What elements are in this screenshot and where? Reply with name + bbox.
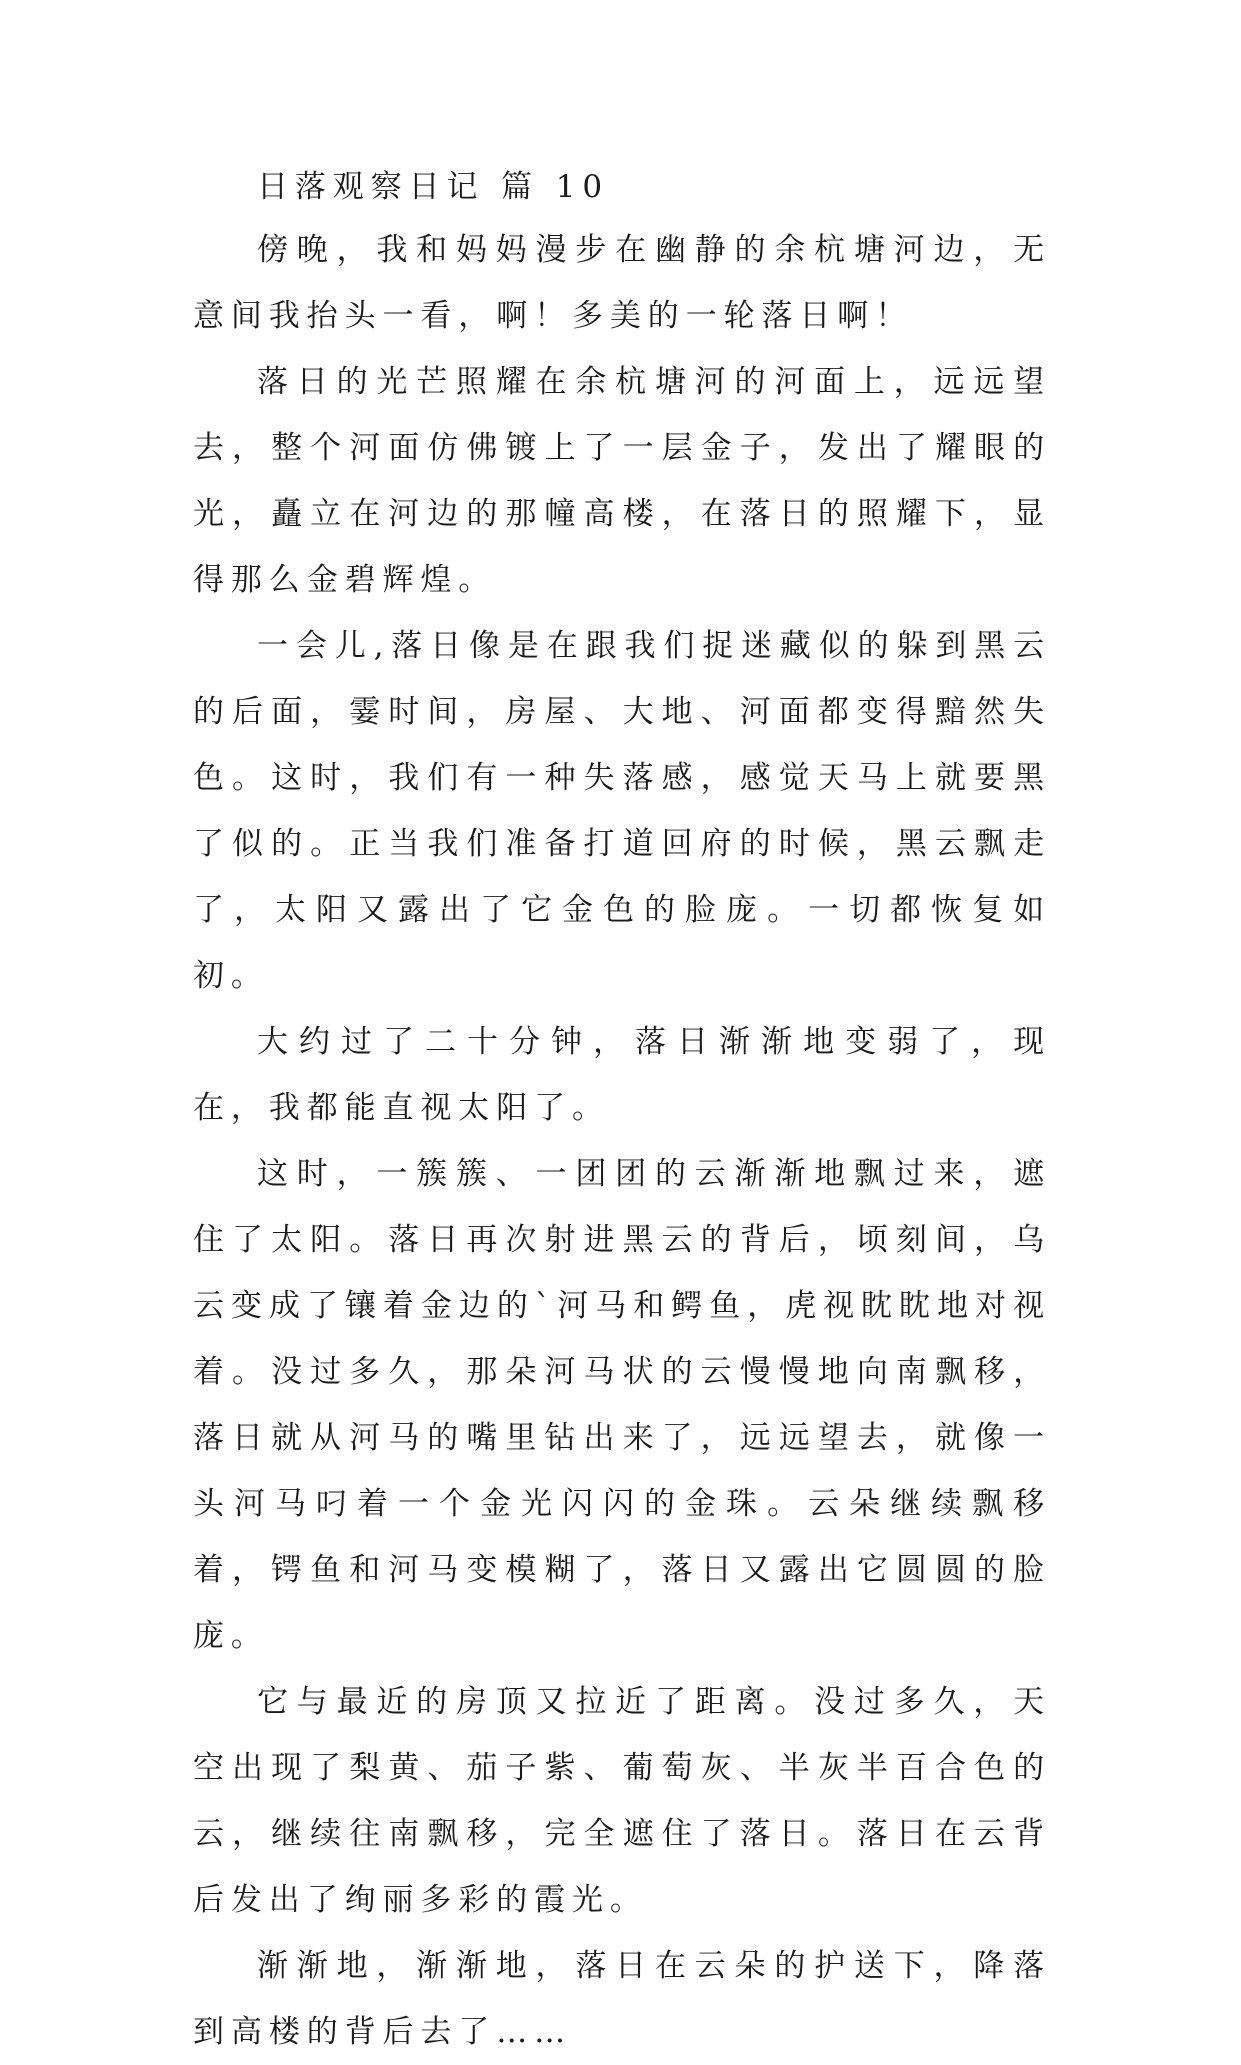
paragraph-7: 渐渐地，渐渐地，落日在云朵的护送下，降落到高楼的背后去了……: [193, 1948, 1051, 2050]
article-body: [193, 157, 1051, 2065]
paragraph-3: 一会儿,落日像是在跟我们捉迷藏似的躲到黑云的后面，霎时间，房屋、大地、河面都变得黯然失色。这时，我们有一种失落感，感觉天马上就要黑了似的。正当我们准备打道回府的时候，黑云飘走了，太阳又露出了它金色的脸庞。一切都恢复如初。: [193, 628, 1051, 994]
paragraph-6: 它与最近的房顶又拉近了距离。没过多久，天空出现了梨黄、茄子紫、葡萄灰、半灰半百合色的云，继续往南飘移，完全遮住了落日。落日在云背后发出了绚丽多彩的霞光。: [193, 1684, 1051, 1918]
article-title: 日落观察日记 篇 10: [257, 169, 610, 205]
paragraph-5: 这时，一簇簇、一团团的云渐渐地飘过来，遮住了太阳。落日再次射进黑云的背后，顷刻间，乌云变成了镶着金边的`河马和鳄鱼，虎视眈眈地对视着。没过多久，那朵河马状的云慢慢地向南飘移，落日就从河马的嘴里钻出来了，远远望去，就像一头河马叼着一个金光闪闪的金珠。云朵继续飘移着，锷鱼和河马变模糊了，落日又露出它圆圆的脸庞。: [193, 1156, 1051, 1654]
paragraph-1: 傍晚，我和妈妈漫步在幽静的余杭塘河边，无意间我抬头一看，啊！多美的一轮落日啊！: [193, 232, 1051, 334]
paragraph-4: 大约过了二十分钟，落日渐渐地变弱了，现在，我都能直视太阳了。: [193, 1024, 1051, 1126]
paragraph-2: 落日的光芒照耀在余杭塘河的河面上，远远望去，整个河面仿佛镀上了一层金子，发出了耀眼的光，矗立在河边的那幢高楼，在落日的照耀下，显得那么金碧辉煌。: [193, 364, 1051, 598]
